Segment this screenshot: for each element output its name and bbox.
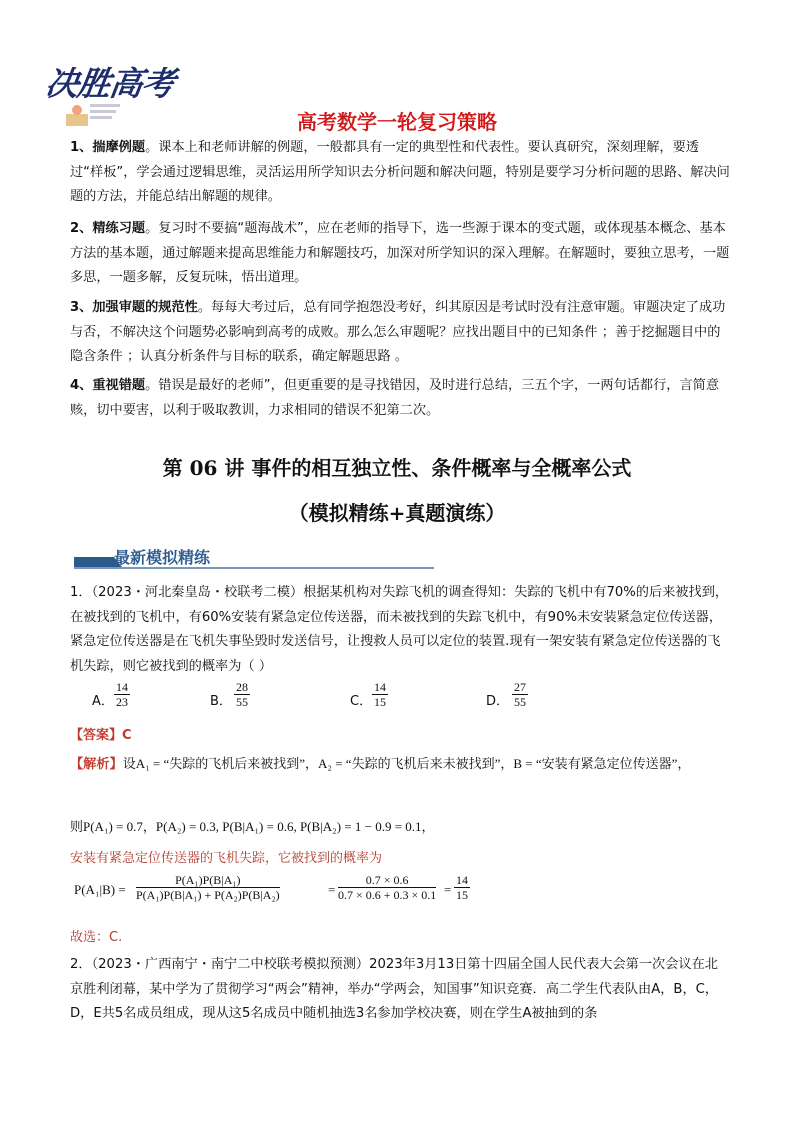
tip-4-head: 4、重视错题 [70, 378, 146, 393]
tip-3 [70, 296, 730, 370]
tip-2 [70, 217, 730, 291]
tip-1-body: 。课本上和老师讲解的例题，一般都具有一定的典型性和代表性。要认真研究，深刻理解，要透过“样板”，学会通过逻辑思维，灵活运用所学知识去分析问题和解决问题，特别是要学习分析问题的思路、解决问题的方法，并能总结出解题的规律。 [70, 140, 730, 204]
tip-4 [70, 374, 730, 423]
formula-result-fraction [454, 873, 470, 902]
option-c-den: 15 [374, 695, 386, 709]
analysis-line-3: 安装有紧急定位传送器的飞机失踪，它被找到的概率为 [70, 851, 383, 866]
tip-1-head: 1、揣摩例题 [70, 140, 146, 155]
option-b-num: 28 [236, 680, 248, 694]
logo-text: 决胜高考 [42, 64, 177, 103]
option-a-num: 14 [116, 680, 128, 694]
answer-value: C [122, 728, 132, 743]
answer-line [70, 724, 132, 743]
formula-main-fraction [136, 873, 280, 902]
formula-result-den: 15 [456, 888, 468, 902]
option-a-label: A． [92, 694, 114, 709]
analysis-tag: 【解析】 [70, 757, 123, 772]
lecture-title: 第 06 讲 事件的相互独立性、条件概率与全概率公式 [162, 456, 632, 480]
formula-num2: 0.7 × 0.6 [338, 873, 436, 888]
tip-2-body: 。复习时不要搞“题海战术”，应在老师的指导下，选一些源于课本的变式题，或体现基本概念、基本方法的基本题，通过解题来提高思维能力和解题技巧，加深对所学知识的深入理解。在解题时，要独立思考，一题多思，一题多解，反复玩味，悟出道理。 [70, 221, 730, 285]
option-d-num: 27 [514, 680, 526, 694]
option-b-fraction [234, 680, 250, 709]
lecture-subtitle: （模拟精练+真题演练） [288, 501, 506, 525]
option-c-fraction [372, 680, 388, 709]
formula-den: P(A₁)P(B|A₁) + P(A₂)P(B|A₂) [136, 888, 280, 902]
option-a-den: 23 [116, 695, 128, 709]
analysis-text-1: 设A₁ = “失踪的飞机后来被找到”，A₂ = “失踪的飞机后来未被找到”，B = “安装有紧急定位传送器”， [122, 756, 691, 771]
formula-lhs: P(A₁|B) = [74, 882, 126, 897]
formula-num: P(A₁)P(B|A₁) [136, 873, 280, 888]
option-d-den: 55 [514, 695, 526, 709]
option-c-label: C． [350, 694, 373, 709]
analysis-line-1 [70, 752, 730, 778]
option-c-num: 14 [374, 680, 386, 694]
tip-2-head: 2、精练习题 [70, 221, 146, 236]
option-d-label: D． [486, 694, 510, 709]
answer-tag: 【答案】 [70, 728, 123, 743]
tip-1 [70, 136, 730, 210]
option-b-den: 55 [236, 695, 248, 709]
formula-equals-1: = [328, 882, 336, 897]
section-title: 最新模拟精练 [114, 548, 211, 567]
conclusion: 故选：C. [70, 930, 123, 945]
option-b-label: B． [210, 694, 232, 709]
tip-3-body: 。每每大考过后，总有同学抱怨没考好，纠其原因是考试时没有注意审题。审题决定了成功与否，不解决这个问题势必影响到高考的成败。那么怎么审题呢？应找出题目中的已知条件 ；善于挖掘题目中的隐含条件 ；认真分析条件与目标的联系，确定解题思路 。 [70, 300, 726, 364]
question-2-stem: 2．（2023・广西南宁・南宁二中校联考模拟预测）2023年3月13日第十四届全国人民代表大会第一次会议在北京胜利闭幕，某中学为了贯彻学习“两会”精神，举办“学两会，知国事”知识竞赛．高二学生代表队由A，B，C，D，E共5名成员组成，现从这5名成员中随机抽选3名参加学校决赛，则在学生A被抽到的条 [70, 957, 719, 1021]
option-d-fraction [512, 680, 528, 709]
formula-den2: 0.7 × 0.6 + 0.3 × 0.1 [338, 888, 437, 902]
formula-result-num: 14 [456, 873, 468, 887]
formula-numeric-fraction [338, 873, 436, 902]
option-a-fraction [114, 680, 130, 709]
page-title: 高考数学一轮复习策略 [297, 110, 497, 134]
tip-3-head: 3、加强审题的规范性 [70, 300, 198, 315]
question-1-stem: 1．（2023・河北秦皇岛・校联考二模）根据某机构对失踪飞机的调查得知：失踪的飞机中有70%的后来被找到，在被找到的飞机中，有60%安装有紧急定位传送器，而未被找到的失踪飞机中，有90%未安装紧急定位传送器，紧急定位传送器是在飞机失事坠毁时发送信号，让搜救人员可以定位的装置.现有一架安装有紧急定位传送器的飞机失踪，则它被找到的概率为（ ） [70, 585, 729, 674]
tip-4-body: 。错误是最好的老师”，但更重要的是寻找错因，及时进行总结，三五个字，一两句话都行，言简意赅，切中要害，以利于吸取教训，力求相同的错误不犯第二次。 [70, 378, 720, 418]
formula-equals-2: = [444, 882, 452, 897]
analysis-line-2: 则P(A₁) = 0.7，P(A₂) = 0.3, P(B|A₁) = 0.6, P(B|A₂) = 1 − 0.9 = 0.1， [70, 819, 435, 834]
